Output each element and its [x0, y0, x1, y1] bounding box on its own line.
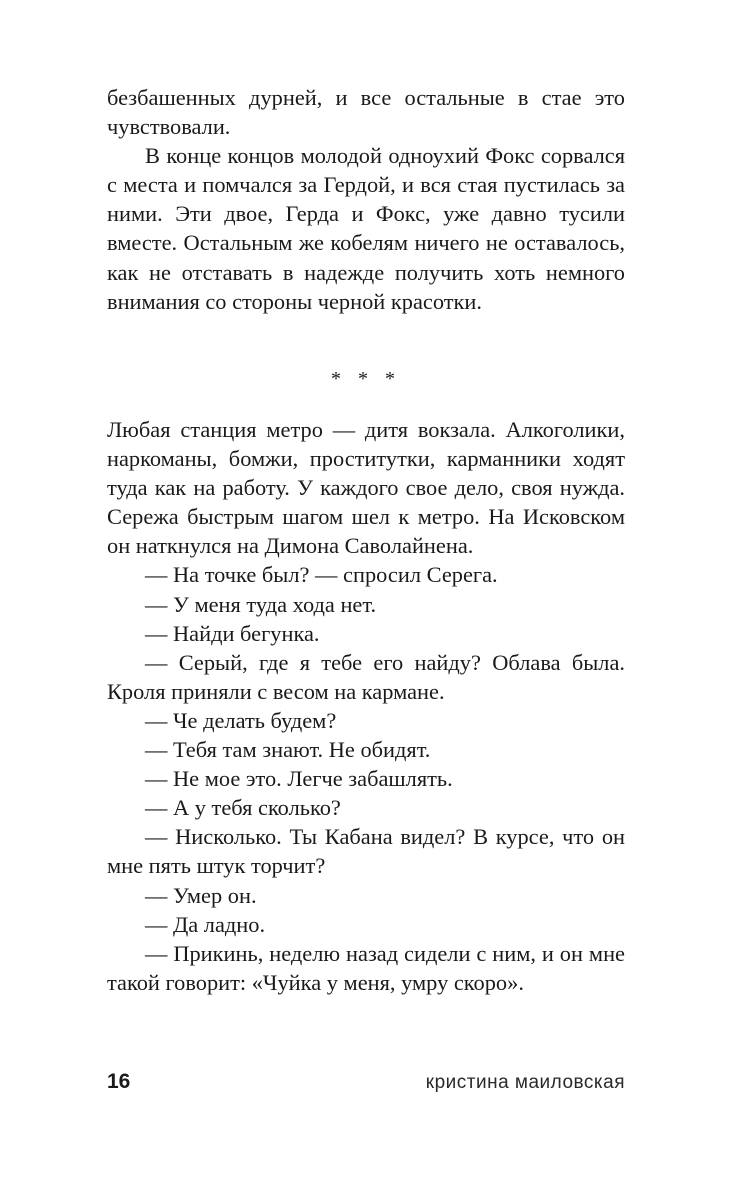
page-number: 16 — [107, 1070, 131, 1093]
paragraph: безбашенных дурней, и все остальные в стае это чувствовали. — [107, 85, 625, 140]
dialogue-line: — Найди бегунка. — [145, 620, 320, 646]
dialogue-line: — Нисколько. Ты Кабана видел? В курсе, что он мне пять штук торчит? — [107, 824, 625, 879]
dialogue-line: — На точке был? — спросил Серега. — [145, 562, 498, 588]
section-separator: * * * — [331, 368, 401, 390]
page-footer — [107, 1070, 625, 1100]
dialogue-line: — Не мое это. Легче забашлять. — [145, 766, 453, 792]
dialogue-line: — Тебя там знают. Не обидят. — [145, 737, 431, 763]
text-block-top — [107, 83, 625, 316]
paragraph: В конце концов молодой одноухий Фокс сорвался с места и помчался за Гердой, и вся стая пустилась за ними. Эти двое, Герда и Фокс, уже давно тусили вместе. Остальным же кобелям ничего не оставалось, как не отставать в надежде получить хоть немного внимания со стороны черной красотки. — [107, 143, 625, 314]
dialogue-line: — Да ладно. — [145, 911, 266, 937]
running-head-author: кристина маиловская — [425, 1072, 625, 1093]
paragraph: Любая станция метро — дитя вокзала. Алкоголики, наркоманы, бомжи, проститутки, карманники ходят туда как на работу. У каждого свое дело, своя нужда. Сережа быстрым шагом шел к метро. На Исковском он наткнулся на Димона Саволайнена. — [107, 417, 625, 559]
dialogue-line: — Прикинь, неделю назад сидели с ним, и он мне такой говорит: «Чуйка у меня, умру скоро». — [107, 940, 625, 995]
dialogue-line: — Серый, где я тебе его найду? Облава была. Кроля приняли с весом на кармане. — [107, 649, 625, 704]
dialogue-line: — Че делать будем? — [145, 707, 337, 733]
dialogue-line: — Умер он. — [145, 882, 257, 908]
dialogue-line: — У меня туда хода нет. — [145, 591, 377, 617]
text-block-bottom — [107, 415, 625, 997]
dialogue-line: — А у тебя сколько? — [145, 795, 341, 821]
